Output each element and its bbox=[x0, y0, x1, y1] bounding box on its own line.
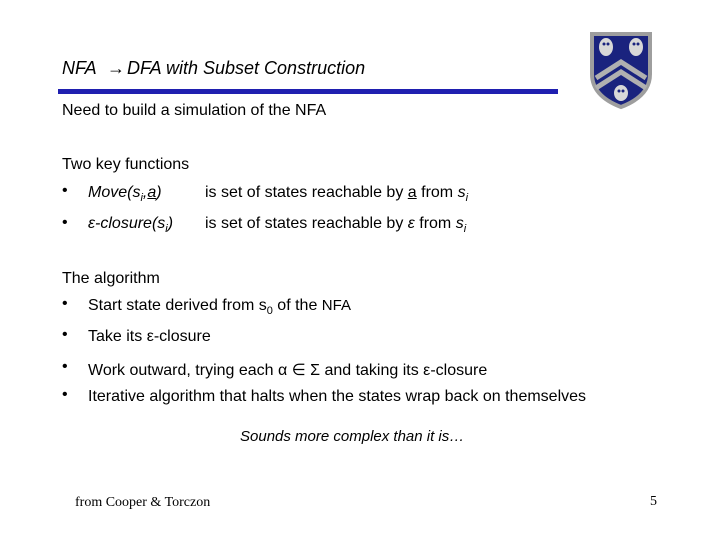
bullet-icon: • bbox=[62, 295, 68, 312]
algorithm-step-take-closure: Take its ε-closure bbox=[88, 328, 211, 345]
algorithm-step-start-state: Start state derived from $s_0$ of the NFA bbox=[88, 297, 351, 318]
intro-text: Need to build a simulation of the NFA bbox=[62, 102, 327, 119]
title-rule bbox=[58, 89, 558, 94]
move-function-name: $Move(s_i,a)$ bbox=[88, 184, 162, 205]
title-suffix: DFA with Subset Construction bbox=[127, 58, 366, 78]
page-number: 5 bbox=[650, 494, 657, 509]
bullet-icon: • bbox=[62, 386, 68, 403]
algorithm-heading: The algorithm bbox=[62, 270, 160, 287]
key-functions-heading: Two key functions bbox=[62, 156, 190, 173]
complexity-note: Sounds more complex than it is… bbox=[240, 428, 465, 445]
slide-title bbox=[62, 58, 365, 79]
bullet-icon: • bbox=[62, 182, 68, 199]
rice-university-shield-icon bbox=[588, 30, 654, 110]
algorithm-step-work-outward: Work outward, trying each α ∈ Σ and taking its ε-closure bbox=[88, 362, 488, 379]
bullet-icon: • bbox=[62, 214, 68, 231]
bullet-icon: • bbox=[62, 358, 68, 375]
title-prefix: NFA bbox=[62, 58, 101, 78]
bullet-icon: • bbox=[62, 326, 68, 343]
footer-source: from Cooper & Torczon bbox=[75, 495, 211, 510]
move-function-description: is set of states reachable by a from $s_i$ bbox=[205, 184, 469, 205]
epsilon-closure-description: is set of states reachable by ε from $s_i$ bbox=[205, 215, 467, 236]
algorithm-step-iterative: Iterative algorithm that halts when the states wrap back on themselves bbox=[88, 388, 587, 405]
epsilon-closure-function-name: $\varepsilon-closure(s_i)$ bbox=[88, 215, 174, 236]
right-arrow-icon: → bbox=[107, 58, 125, 78]
